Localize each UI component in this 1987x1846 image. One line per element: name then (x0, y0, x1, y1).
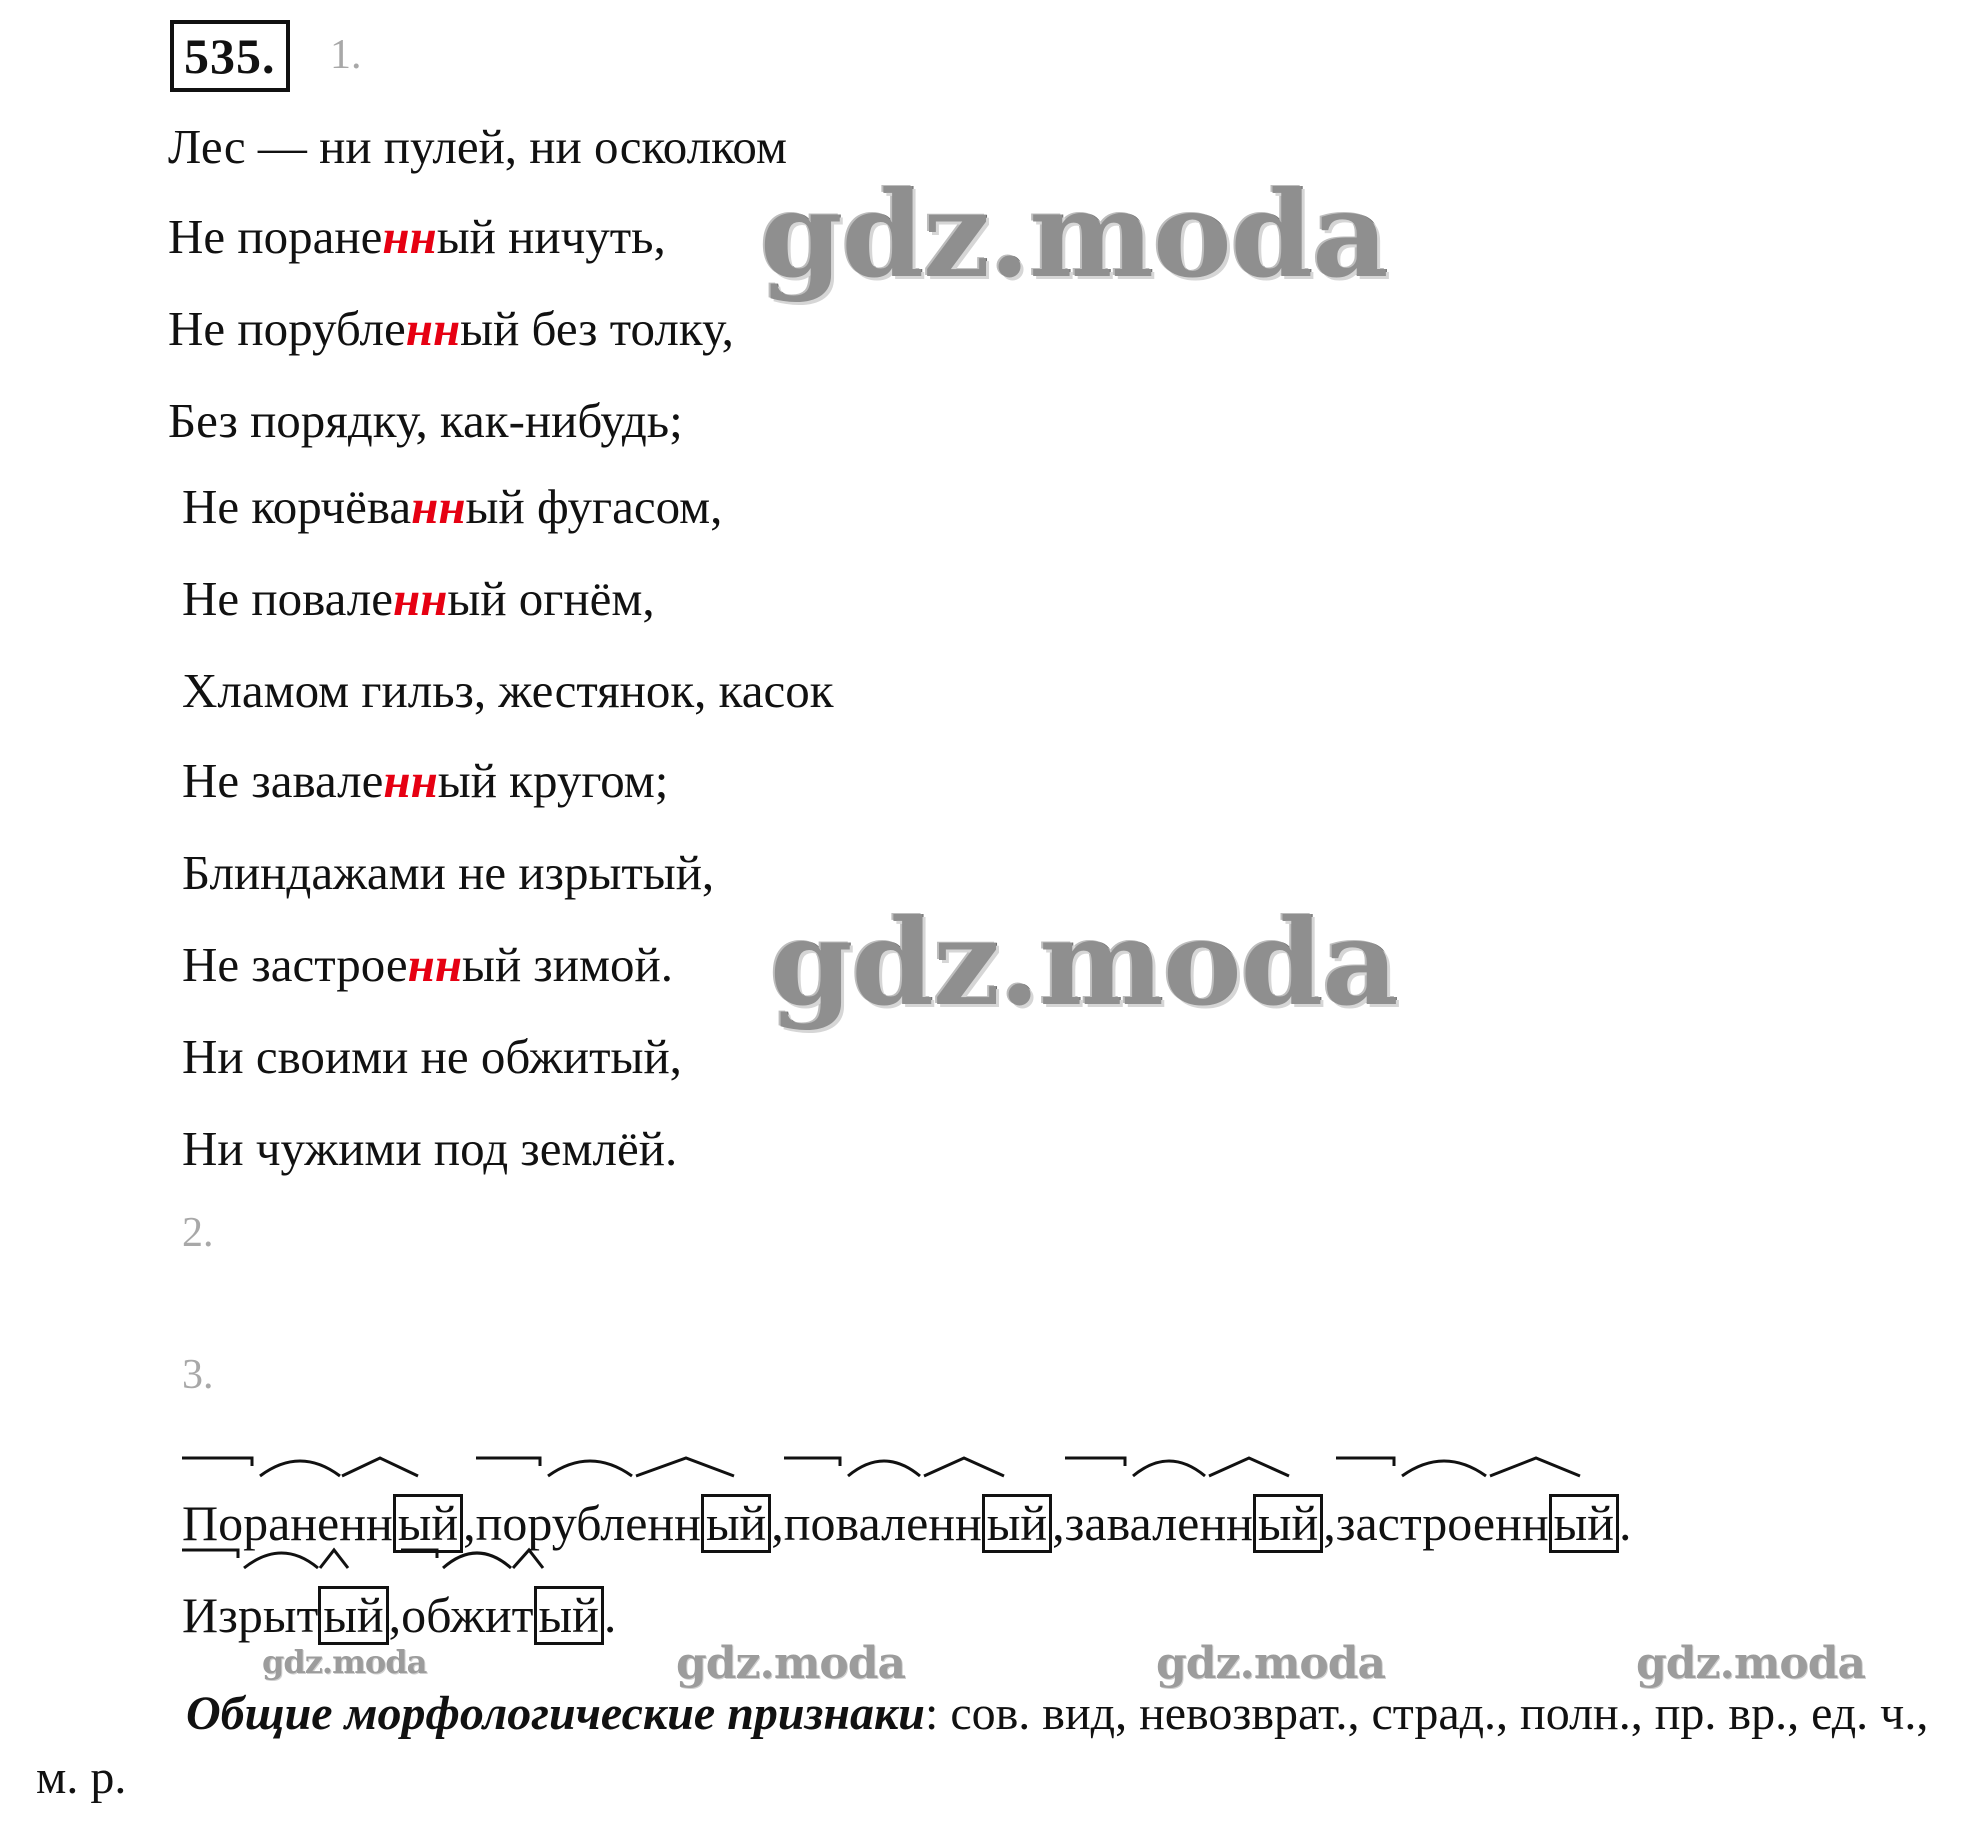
task-number: 535. (170, 20, 290, 92)
root-prefix-suffix-marks (1336, 1454, 1676, 1494)
ending-box: ый (393, 1494, 463, 1553)
conclusion-text: : сов. вид, невозврат., страд., полн., пр. вр., ед. ч., м. р. (36, 1687, 1929, 1804)
watermark: gdz.moda (1156, 1638, 1386, 1689)
root-prefix-suffix-marks (476, 1454, 816, 1494)
watermark: gdz.moda (1636, 1638, 1866, 1689)
conclusion-label: Общие морфологические признаки (186, 1687, 925, 1740)
ending-box: ый (318, 1586, 388, 1645)
nn-highlight: нн (383, 753, 438, 808)
watermark: gdz.moda (676, 1638, 906, 1689)
verse-line: Не заваленный кругом; (182, 753, 669, 808)
morpheme-word: Пораненн ый , (182, 1494, 476, 1553)
watermark: gdz.moda (760, 165, 1388, 304)
verse-line: Без порядку, как-нибудь; (168, 393, 683, 448)
morpheme-word: заваленн ый , (1065, 1494, 1336, 1553)
verse-line: Лес — ни пулей, ни осколком (168, 119, 787, 174)
morpheme-word: Изрыт ый , (182, 1586, 401, 1645)
verse-line: Не поваленный огнём, (182, 571, 655, 626)
verse-line: Ни своими не обжитый, (182, 1029, 682, 1084)
morpheme-word: застроенн ый . (1336, 1494, 1632, 1553)
nn-highlight: нн (407, 937, 463, 992)
ending-box: ый (982, 1494, 1052, 1553)
section-number-1: 1. (330, 32, 362, 78)
watermark: gdz.moda (262, 1643, 427, 1681)
section-number-3: 3. (182, 1352, 214, 1398)
ending-box: ый (534, 1586, 604, 1645)
verse-line: Не корчёванный фугасом, (182, 479, 723, 534)
verse-line: Не порубленный без толку, (168, 301, 734, 356)
verse-line: Блиндажами не изрытый, (182, 845, 715, 900)
root-prefix-suffix-marks (401, 1546, 641, 1586)
nn-highlight: нн (411, 479, 466, 534)
watermark: gdz.moda (770, 893, 1398, 1032)
verse-line: Хламом гильз, жестянок, касок (182, 663, 834, 718)
verse-line: Не пораненный ничуть, (168, 209, 666, 264)
morpheme-word: порубленн ый , (476, 1494, 784, 1553)
ending-box: ый (1253, 1494, 1323, 1553)
section-number-2: 2. (182, 1210, 214, 1256)
nn-highlight: нн (382, 209, 437, 264)
verse-line: Не застроенный зимой. (182, 937, 673, 992)
nn-highlight: нн (405, 301, 461, 356)
ending-box: ый (701, 1494, 771, 1553)
verse-line: Ни чужими под землёй. (182, 1121, 678, 1176)
root-prefix-suffix-marks (182, 1454, 502, 1494)
root-prefix-suffix-marks (182, 1546, 422, 1586)
morphology-conclusion (36, 1682, 1976, 1810)
nn-highlight: нн (392, 571, 448, 626)
morpheme-word: обжит ый . (401, 1586, 616, 1645)
root-prefix-suffix-marks (784, 1454, 1104, 1494)
ending-box: ый (1549, 1494, 1619, 1553)
morpheme-line-1 (182, 1494, 1631, 1553)
morpheme-line-2 (182, 1586, 616, 1645)
morpheme-word: поваленн ый , (784, 1494, 1065, 1553)
